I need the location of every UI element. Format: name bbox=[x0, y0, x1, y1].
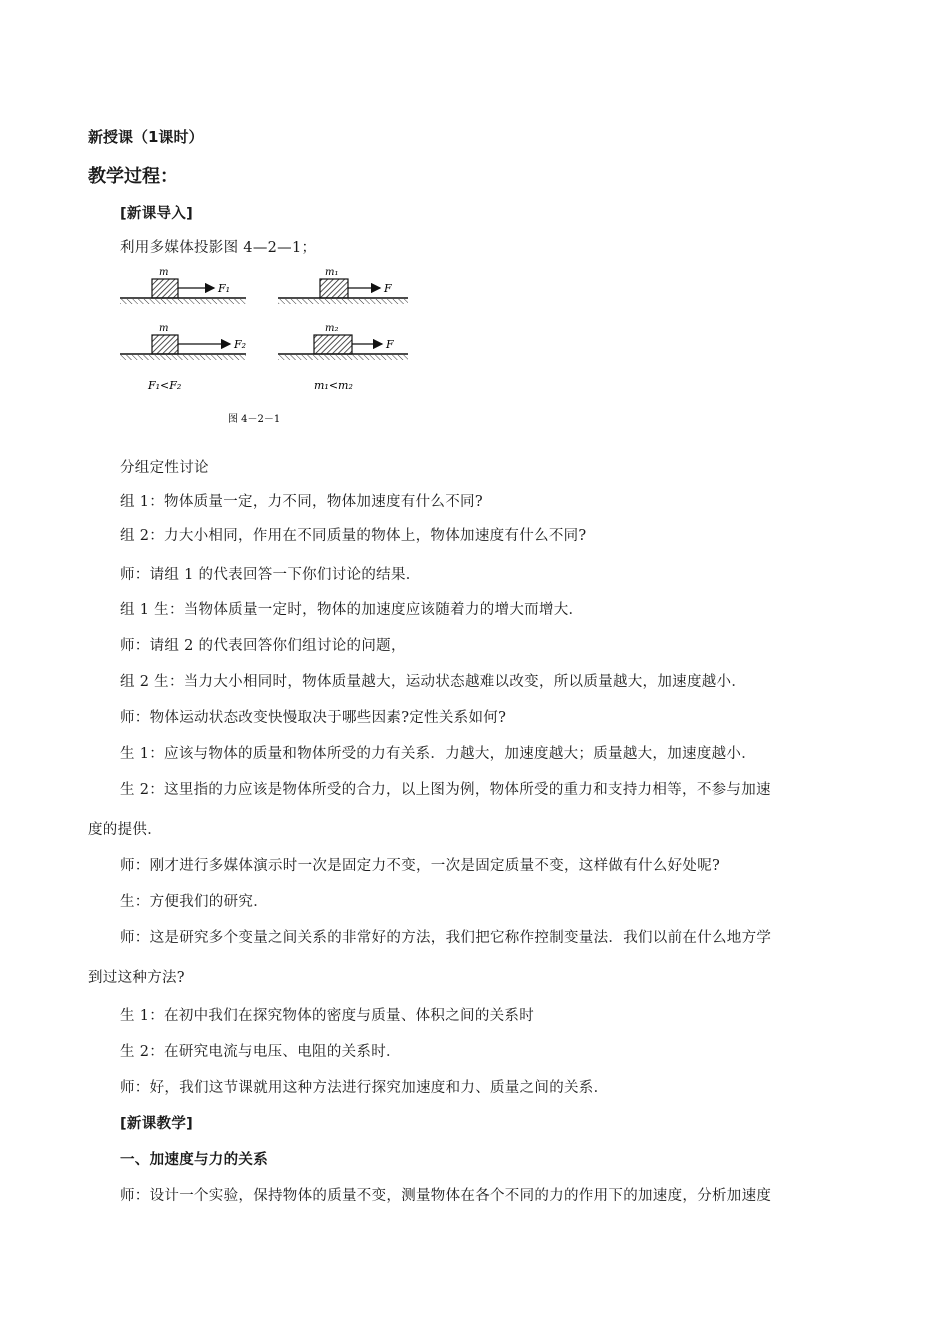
text-line: 生 1：在初中我们在探究物体的密度与质量、体积之间的关系时 bbox=[120, 1008, 535, 1024]
text-line: 组 1 生：当物体质量一定时，物体的加速度应该随着力的增大而增大． bbox=[120, 602, 584, 618]
text-line: 师：这是研究多个变量之间关系的非常好的方法，我们把它称作控制变量法．我们以前在什么地方学 bbox=[120, 930, 772, 946]
text-line: 师：请组 2 的代表回答你们组讨论的问题， bbox=[120, 638, 406, 654]
figure-svg bbox=[118, 262, 430, 432]
intro-text: 利用多媒体投影图 4—2—1； bbox=[120, 240, 317, 256]
label-top-right-force: F bbox=[384, 282, 392, 295]
label-bottom-left-mass: m bbox=[159, 323, 169, 334]
lesson-heading: 新授课（1课时） bbox=[88, 128, 204, 146]
block-m-bottom bbox=[152, 335, 178, 354]
diagram-bottom-left bbox=[120, 323, 246, 360]
process-heading: 教学过程： bbox=[88, 166, 178, 187]
text-line: 到过这种方法? bbox=[88, 970, 185, 986]
text-line: 组 2 生：当力大小相同时，物体质量越大，运动状态越难以改变，所以质量越大，加速度越小． bbox=[120, 674, 747, 690]
diagram-top-left bbox=[120, 267, 246, 304]
block-m2 bbox=[314, 335, 352, 354]
text-line: 生 2：在研究电流与电压、电阻的关系时． bbox=[120, 1044, 401, 1060]
label-force-relation: F₁<F₂ bbox=[148, 379, 182, 392]
diagram-bottom-right bbox=[278, 323, 408, 360]
block-m bbox=[152, 279, 178, 298]
diagram-top-right bbox=[278, 267, 408, 304]
text-line: 组 1：物体质量一定，力不同，物体加速度有什么不同? bbox=[120, 494, 483, 510]
label-top-left-force: F₁ bbox=[218, 282, 231, 295]
section-teaching-heading: [新课教学] bbox=[120, 1116, 194, 1132]
figure-caption: 图 4－2－1 bbox=[228, 414, 281, 425]
text-line: 生 1：应该与物体的质量和物体所受的力有关系．力越大，加速度越大；质量越大，加速度越小． bbox=[120, 746, 757, 762]
section-intro-heading: [新课导入] bbox=[120, 206, 194, 222]
text-line: 师：好，我们这节课就用这种方法进行探究加速度和力、质量之间的关系． bbox=[120, 1080, 609, 1096]
text-line: 师：物体运动状态改变快慢取决于哪些因素?定性关系如何? bbox=[120, 710, 507, 726]
text-line: 生：方便我们的研究． bbox=[120, 894, 268, 910]
figure-4-2-1 bbox=[118, 262, 430, 432]
label-bottom-right-mass: m₂ bbox=[325, 323, 339, 334]
subsection-heading: 一、加速度与力的关系 bbox=[120, 1152, 268, 1168]
text-line: 师：设计一个实验，保持物体的质量不变，测量物体在各个不同的力的作用下的加速度，分析加速度 bbox=[120, 1188, 772, 1204]
block-m1 bbox=[320, 279, 348, 298]
text-line: 分组定性讨论 bbox=[120, 460, 209, 476]
text-line: 师：刚才进行多媒体演示时一次是固定力不变，一次是固定质量不变，这样做有什么好处呢? bbox=[120, 858, 721, 874]
text-line: 生 2：这里指的力应该是物体所受的合力，以上图为例，物体所受的重力和支持力相等，不参与加速 bbox=[120, 782, 771, 798]
text-line: 师：请组 1 的代表回答一下你们讨论的结果． bbox=[120, 567, 421, 583]
label-top-right-mass: m₁ bbox=[325, 267, 339, 278]
label-mass-relation: m₁<m₂ bbox=[314, 379, 353, 392]
label-top-left-mass: m bbox=[159, 267, 169, 278]
text-line: 组 2：力大小相同，作用在不同质量的物体上，物体加速度有什么不同? bbox=[120, 528, 587, 544]
text-line: 度的提供． bbox=[88, 822, 162, 838]
label-bottom-left-force: F₂ bbox=[234, 338, 247, 351]
label-bottom-right-force: F bbox=[386, 338, 394, 351]
